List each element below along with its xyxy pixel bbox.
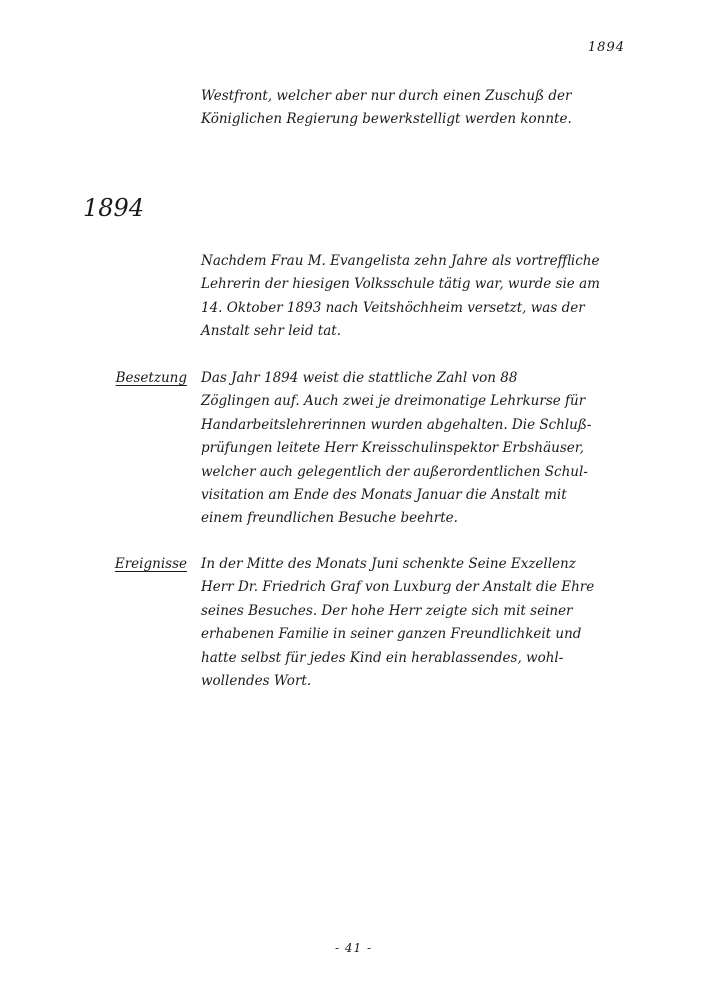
- paragraph-line: wollendes Wort.: [201, 673, 312, 690]
- page-number: - 41 -: [334, 941, 372, 955]
- paragraph-line: erhabenen Familie in seiner ganzen Freundlichkeit und: [201, 626, 582, 643]
- paragraph-line: Königlichen Regierung bewerkstelligt werden konnte.: [201, 111, 572, 128]
- paragraph-line: Westfront, welcher aber nur durch einen Zuschuß der: [201, 88, 572, 104]
- paragraph-line: seines Besuches. Der hohe Herr zeigte sich mit seiner: [201, 602, 573, 619]
- paragraph-line: prüfungen leitete Herr Kreisschulinspektor Erbshäuser,: [201, 440, 585, 457]
- paragraph-line: 14. Oktober 1893 nach Veitshöchheim versetzt, was der: [201, 299, 585, 316]
- paragraph-line: Handarbeitslehrerinnen wurden abgehalten. Die Schluß-: [201, 416, 592, 433]
- paragraph-line: welcher auch gelegentlich der außerordentlichen Schul-: [201, 463, 588, 480]
- continuation-paragraph: [201, 85, 631, 132]
- margin-label-besetzung: Besetzung: [115, 370, 187, 386]
- paragraph-line: hatte selbst für jedes Kind ein herablassendes, wohl-: [201, 649, 564, 666]
- paragraph-line: Nachdem Frau M. Evangelista zehn Jahre als vortreffliche: [201, 253, 600, 269]
- paragraph-line: Das Jahr 1894 weist die stattliche Zahl von 88: [201, 370, 518, 386]
- paragraph-line: visitation am Ende des Monats Januar die Anstalt mit: [201, 487, 567, 504]
- running-header-year: 1894: [587, 40, 625, 55]
- paragraph-line: Herr Dr. Friedrich Graf von Luxburg der Anstalt die Ehre: [201, 579, 595, 596]
- section-year-heading: 1894: [83, 194, 145, 222]
- besetzung-paragraph: [201, 367, 631, 531]
- ereignisse-paragraph: [201, 553, 631, 693]
- paragraph-line: Zöglingen auf. Auch zwei je dreimonatige Lehrkurse für: [201, 393, 586, 410]
- paragraph-line: Anstalt sehr leid tat.: [201, 323, 341, 340]
- intro-paragraph: [201, 250, 631, 344]
- paragraph-line: Lehrerin der hiesigen Volksschule tätig war, wurde sie am: [201, 276, 600, 293]
- paragraph-line: einem freundlichen Besuche beehrte.: [201, 510, 458, 527]
- margin-label-ereignisse: Ereignisse: [114, 556, 187, 572]
- paragraph-line: In der Mitte des Monats Juni schenkte Seine Exzellenz: [201, 556, 576, 572]
